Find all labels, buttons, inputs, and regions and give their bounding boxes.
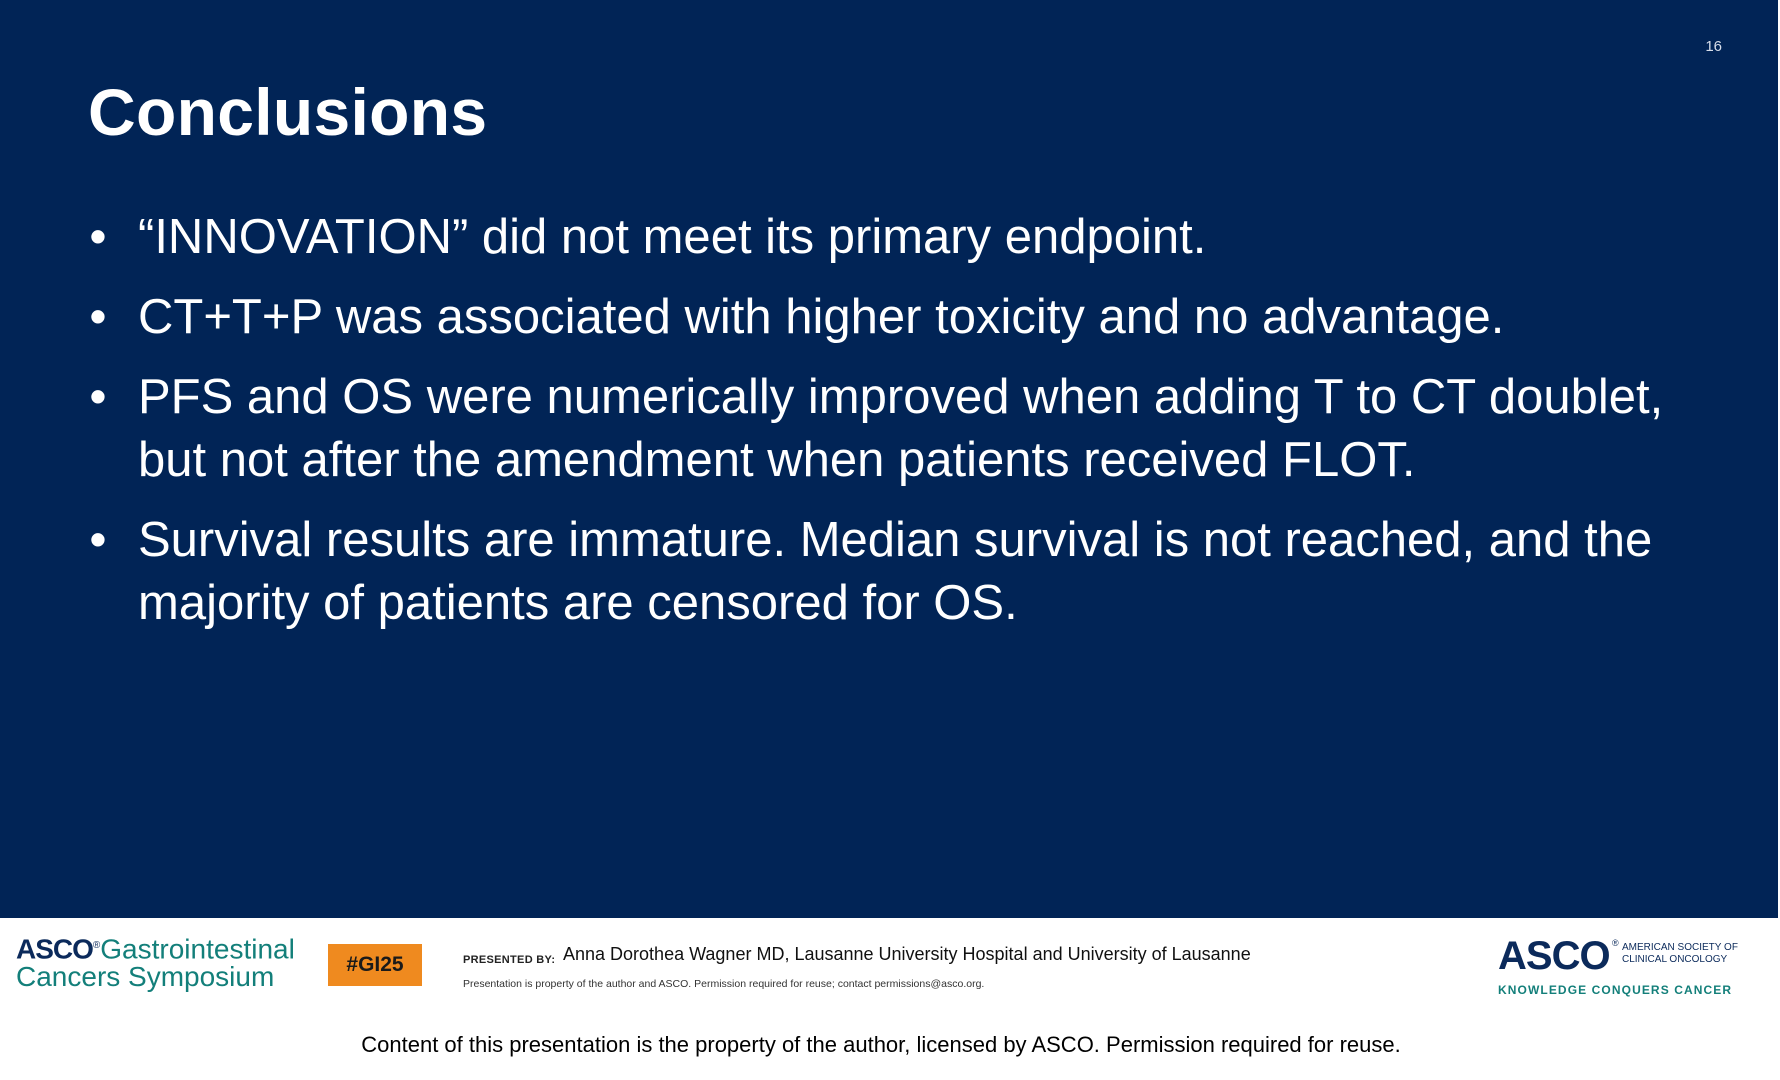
society-name bbox=[1622, 942, 1748, 966]
bullet-marker: • bbox=[89, 210, 107, 264]
conclusion-list bbox=[88, 206, 1708, 652]
asco-tagline: KNOWLEDGE CONQUERS CANCER bbox=[1498, 983, 1733, 997]
asco-wordmark-large: ASCO bbox=[1498, 934, 1610, 978]
bullet-text: Survival results are immature. Median survival is not reached, and the majority of patients are censored for OS. bbox=[138, 513, 1653, 630]
bullet-text: “INNOVATION” did not meet its primary endpoint. bbox=[138, 210, 1207, 264]
bullet-text: PFS and OS were numerically improved when adding T to CT doublet, but not after the amendment when patients received FLOT. bbox=[138, 370, 1664, 487]
presented-by-label: PRESENTED BY: bbox=[463, 954, 556, 966]
bottom-copyright-notice: Content of this presentation is the property of the author, licensed by ASCO. Permission required for reuse. bbox=[361, 1032, 1401, 1057]
slide-number: 16 bbox=[1705, 38, 1722, 55]
slide-title: Conclusions bbox=[88, 75, 488, 149]
registered-mark: ® bbox=[1612, 938, 1619, 948]
bullet-item bbox=[88, 286, 1708, 349]
bullet-item bbox=[88, 366, 1708, 492]
asco-gi-symposium-logo bbox=[16, 932, 295, 991]
bullet-marker: • bbox=[89, 370, 107, 424]
property-notice: Presentation is property of the author and ASCO. Permission required for reuse; contact permissions@asco.org. bbox=[463, 978, 985, 990]
logo-line-1 bbox=[16, 932, 295, 963]
bullet-item bbox=[88, 206, 1708, 269]
logo-line-1-text: Gastrointestinal bbox=[100, 933, 295, 965]
logo-line-2: Cancers Symposium bbox=[16, 961, 275, 993]
bullet-item bbox=[88, 509, 1708, 635]
society-line-1: AMERICAN SOCIETY OF bbox=[1622, 942, 1738, 953]
slide-footer bbox=[0, 918, 1780, 1020]
asco-wordmark: ASCO bbox=[16, 933, 93, 965]
bullet-marker: • bbox=[89, 513, 107, 567]
registered-mark: ® bbox=[92, 940, 101, 951]
presenter-name: Anna Dorothea Wagner MD, Lausanne University Hospital and University of Lausanne bbox=[563, 944, 1251, 964]
asco-society-logo bbox=[1498, 936, 1748, 998]
bullet-marker: • bbox=[89, 290, 107, 344]
bullet-text: CT+T+P was associated with higher toxicity and no advantage. bbox=[138, 290, 1505, 344]
hashtag-badge: #GI25 bbox=[328, 944, 422, 986]
society-line-2: CLINICAL ONCOLOGY bbox=[1622, 954, 1728, 965]
